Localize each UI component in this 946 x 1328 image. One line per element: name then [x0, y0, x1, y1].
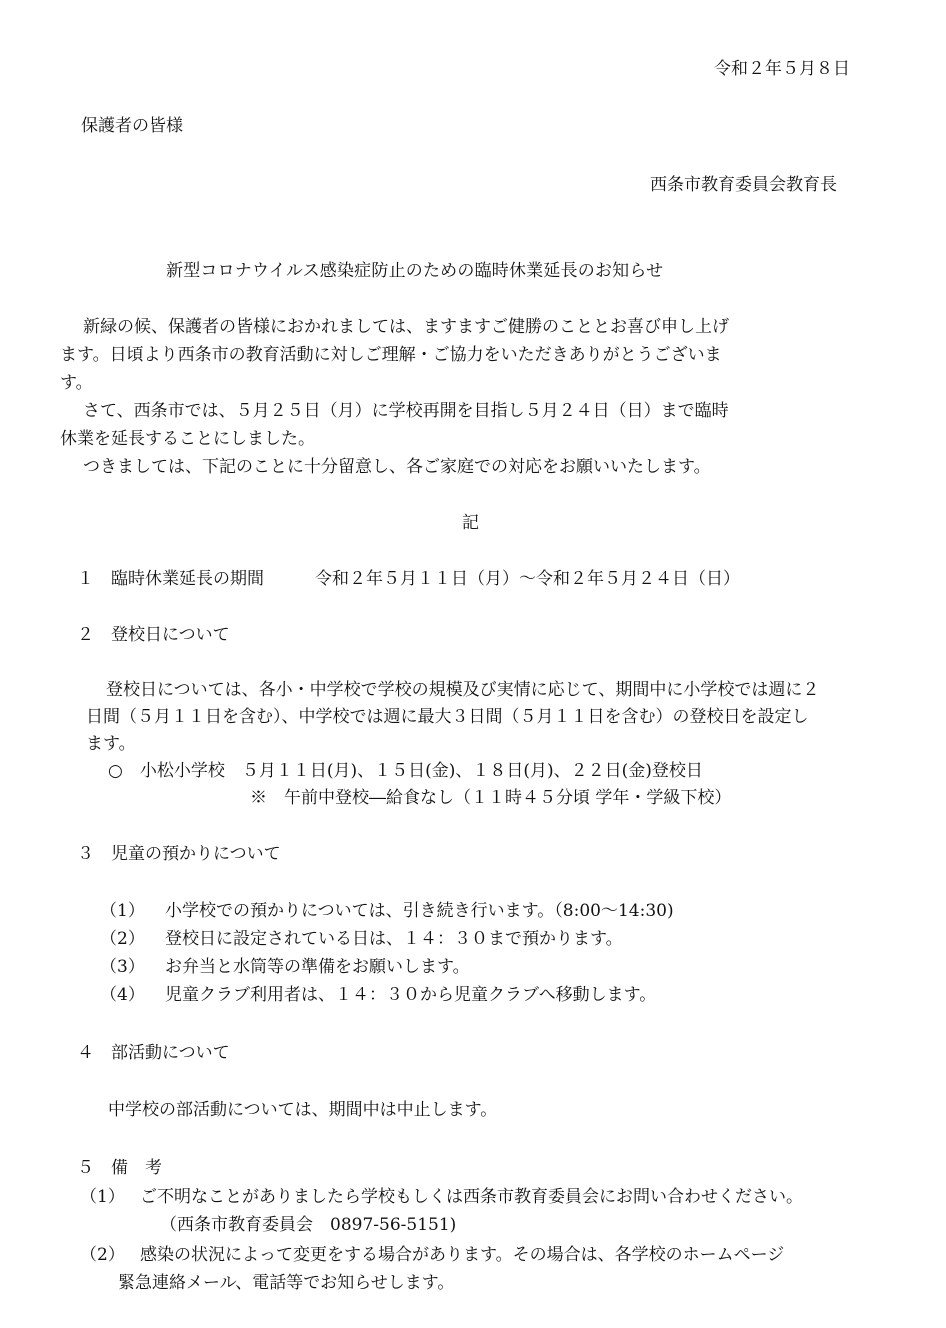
intro-notice-line-1: さて、西条市では、５月２５日（月）に学校再開を目指し５月２４日（日）まで臨時 — [83, 401, 729, 421]
section-3-item-number: （4） — [100, 985, 145, 1005]
section-3-item-number: （2） — [100, 929, 145, 949]
ki-marker: 記 — [462, 513, 479, 533]
document-date: 令和２年５月８日 — [714, 59, 850, 79]
section-1-period: 令和２年５月１１日（月）〜令和２年５月２４日（日） — [315, 569, 740, 589]
document-title: 新型コロナウイルス感染症防止のための臨時休業延長のお知らせ — [166, 261, 664, 281]
section-3-item-text: 小学校での預かりについては、引き続き行います。（8:00〜14:30) — [165, 901, 674, 921]
section-2-body-line-3: ます。 — [86, 734, 136, 754]
addressee: 保護者の皆様 — [81, 116, 183, 136]
intro-greeting-line-1: 新緑の候、保護者の皆様におかれましては、ますますご健勝のこととお喜び申し上げ — [83, 317, 729, 337]
section-4-body: 中学校の部活動については、期間中は中止します。 — [108, 1100, 498, 1120]
section-3-heading: ３ 児童の預かりについて — [77, 844, 281, 864]
contact-info: （西条市教育委員会 0897-56-5151) — [160, 1215, 457, 1235]
section-4-heading: ４ 部活動について — [77, 1043, 230, 1063]
intro-notice-line-2: 休業を延長することにしました。 — [60, 429, 315, 449]
intro-greeting-line-3: す。 — [60, 373, 93, 393]
section-3-item-number: （1） — [100, 901, 145, 921]
section-5-item-2-number: （2） — [80, 1245, 125, 1265]
sender: 西条市教育委員会教育長 — [650, 175, 837, 195]
section-2-body-line-2: 日間（５月１１日を含む）、中学校では週に最大３日間（５月１１日を含む）の登校日を設定し — [86, 707, 809, 727]
section-3-item-text: お弁当と水筒等の準備をお願いします。 — [165, 957, 470, 977]
section-5-item-1-text: ご不明なことがありましたら学校もしくは西条市教育委員会にお問い合わせください。 — [140, 1187, 803, 1207]
section-1-heading: １ 臨時休業延長の期間 — [77, 569, 264, 589]
school-note: ※ 午前中登校―給食なし（１１時４５分頃 学年・学級下校） — [250, 788, 732, 808]
section-2-heading: ２ 登校日について — [77, 625, 230, 645]
school-schedule: ○ 小松小学校 ５月１１日(月)、１５日(金)、１８日(月)、２２日(金)登校日 — [108, 761, 703, 781]
section-5-item-1-number: （1） — [80, 1187, 125, 1207]
section-3-item-text: 児童クラブ利用者は、１４：３０から児童クラブへ移動します。 — [165, 985, 657, 1005]
intro-request: つきましては、下記のことに十分留意し、各ご家庭での対応をお願いいたします。 — [83, 457, 711, 477]
section-5-heading: ５ 備 考 — [77, 1158, 162, 1178]
section-3-item-number: （3） — [100, 957, 145, 977]
intro-greeting-line-2: ます。日頃より西条市の教育活動に対しご理解・ご協力をいただきありがとうございま — [60, 345, 722, 365]
section-2-body-line-1: 登校日については、各小・中学校で学校の規模及び実情に応じて、期間中に小学校では週に２ — [106, 680, 820, 700]
section-5-item-2-text: 感染の状況によって変更をする場合があります。その場合は、各学校のホームページ — [140, 1245, 785, 1265]
section-5-item-2-continuation: 緊急連絡メール、電話等でお知らせします。 — [118, 1273, 455, 1293]
section-3-item-text: 登校日に設定されている日は、１４：３０まで預かります。 — [165, 929, 623, 949]
